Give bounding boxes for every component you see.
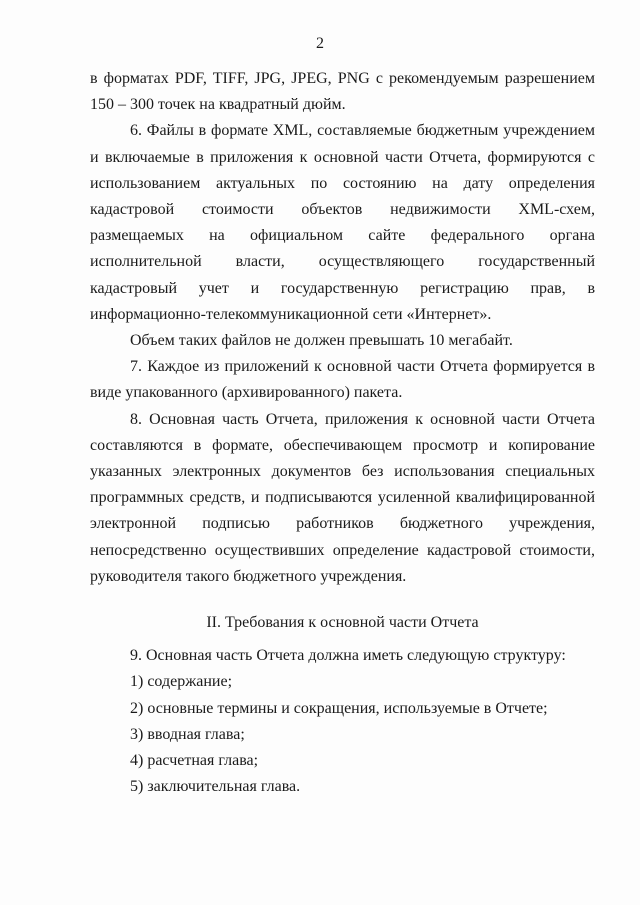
section-heading: II. Требования к основной части Отчета (206, 614, 479, 632)
paragraph-item-6: 6. Файлы в формате XML, составляемые бюджетным учреждением и включаемые в приложения к основной части Отчета, формируются с использованием актуальных по состоянию на дату определения кадастровой стоимости объектов недвижимости XML-схем, размещаемых на официальном сайте федерального органа исполнительной власти, осуществляющего государственный кадастровый учет и государственную регистрацию прав, в информационно-телекоммуникационной сети «Интернет». (90, 122, 595, 323)
list-item: 1) содержание; (130, 673, 233, 691)
paragraph-item-7: 7. Каждое из приложений к основной части Отчета формируется в виде упакованного (архивированного) пакета. (90, 358, 595, 402)
list-item: 3) вводная глава; (130, 725, 245, 743)
list-item: 2) основные термины и сокращения, используемые в Отчете; (130, 699, 548, 717)
paragraph-format-continuation: в форматах PDF, TIFF, JPG, JPEG, PNG с рекомендуемым разрешением 150 – 300 точек на квадратный дюйм. (90, 70, 595, 114)
list-item: 5) заключительная глава. (130, 778, 301, 796)
structure-list (90, 669, 595, 800)
page-number: 2 (316, 35, 324, 52)
paragraph-item-8: 8. Основная часть Отчета, приложения к основной части Отчета составляются в формате, обеспечивающем просмотр и копирование указанных электронных документов без использования специальных программных средств, и подписываются усиленной квалифицированной электронной подписью работников бюджетного учреждения, непосредственно осуществивших определение кадастровой стоимости, руководителя такого бюджетного учреждения. (90, 410, 595, 585)
document-body (90, 66, 595, 800)
paragraph-file-size: Объем таких файлов не должен превышать 10 мегабайт. (130, 332, 513, 350)
paragraph-item-9-intro: 9. Основная часть Отчета должна иметь следующую структуру: (130, 647, 566, 665)
list-item: 4) расчетная глава; (130, 752, 259, 770)
